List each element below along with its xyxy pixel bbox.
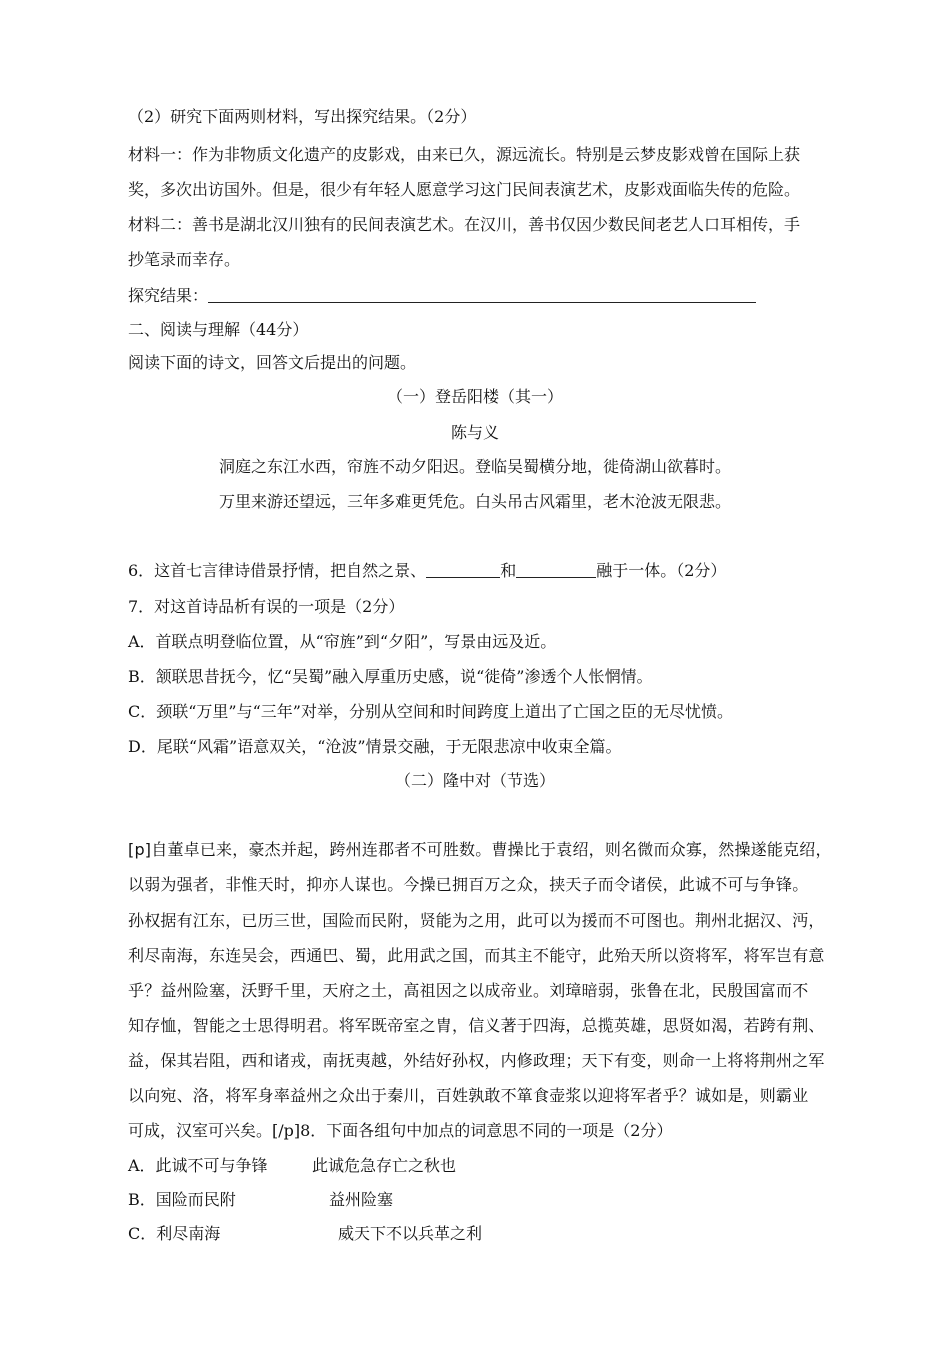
section2-heading: 二、阅读与理解（44分）	[128, 320, 309, 339]
q6-blank-1[interactable]	[426, 561, 500, 578]
passage-line: 乎？益州险塞，沃野千里，天府之土，高祖因之以成帝业。刘璋暗弱，张鲁在北，民殷国富而不	[128, 981, 809, 1000]
poem-author: 陈与义	[450, 423, 499, 442]
q7-option-c[interactable]: C．颈联“万里”与“三年”对举，分别从空间和时间跨度上道出了亡国之臣的无尽忧愤。	[128, 702, 733, 721]
q7-option-b[interactable]: B．颔联思昔抚今，忆“吴蜀”融入厚重历史感，说“徙倚”渗透个人怅惘情。	[128, 667, 653, 686]
passage-line: 利尽南海，东连吴会，西通巴、蜀，此用武之国，而其主不能守，此殆天所以资将军，将军岂有意	[128, 946, 825, 965]
passage-title: （二）隆中对（节选）	[394, 771, 555, 790]
result-row	[128, 286, 756, 306]
material2-line2: 抄笔录而幸存。	[128, 250, 241, 269]
passage-line: 孙权据有江东，已历三世，国险而民附，贤能为之用，此可以为援而不可图也。荆州北据汉、沔，	[128, 911, 825, 930]
material2-line1: 材料二：善书是湖北汉川独有的民间表演艺术。在汉川，善书仅因少数民间老艺人口耳相传，手	[128, 215, 801, 234]
poem-line-1: 洞庭之东江水西，帘旌不动夕阳迟。登临吴蜀横分地，徙倚湖山欲暮时。	[218, 457, 731, 476]
q8-option-b[interactable]: B．国险而民附	[128, 1190, 236, 1209]
q6-text-1: 6．这首七言律诗借景抒情，把自然之景、	[128, 561, 427, 580]
material1-line1: 材料一：作为非物质文化遗产的皮影戏，由来已久，源远流长。特别是云梦皮影戏曾在国际上获	[128, 145, 801, 164]
q8-option-a-pair: 此诚危急存亡之秋也	[312, 1156, 457, 1175]
section2-instruction: 阅读下面的诗文，回答文后提出的问题。	[128, 353, 417, 372]
q8-option-a[interactable]: A．此诚不可与争锋	[128, 1156, 268, 1175]
q7-stem: 7．对这首诗品析有误的一项是（2分）	[128, 597, 405, 616]
passage-line: 知存恤，智能之士思得明君。将军既帝室之胄，信义著于四海，总揽英雄，思贤如渴，若跨有荆、	[128, 1016, 825, 1035]
passage-line: 以弱为强者，非惟天时，抑亦人谋也。今操已拥百万之众，挟天子而令诸侯，此诚不可与争锋。	[128, 875, 809, 894]
result-answer-blank[interactable]	[208, 286, 756, 303]
poem-title: （一）登岳阳楼（其一）	[386, 387, 563, 406]
q6-text-2: 和	[500, 561, 517, 580]
passage-last-line-q8-stem: 可成，汉室可兴矣。[/p]8．下面各组句中加点的词意思不同的一项是（2分）	[128, 1121, 673, 1140]
material1-line2: 奖，多次出访国外。但是，很少有年轻人愿意学习这门民间表演艺术，皮影戏面临失传的危险。	[128, 180, 801, 199]
q8-option-c-pair: 威天下不以兵革之利	[338, 1224, 483, 1243]
q8-option-b-pair: 益州险塞	[329, 1190, 394, 1209]
poem-line-2: 万里来游还望远，三年多难更凭危。白头吊古风霜里，老木沧波无限悲。	[218, 492, 731, 511]
q7-option-d[interactable]: D．尾联“风霜”语意双关，“沧波”情景交融，于无限悲凉中收束全篇。	[128, 737, 622, 756]
q6-text-3: 融于一体。（2分）	[596, 561, 727, 580]
q8-option-c[interactable]: C．利尽南海	[128, 1224, 221, 1243]
q6-row	[128, 561, 726, 581]
result-label: 探究结果：	[128, 286, 209, 305]
q6-blank-2[interactable]	[516, 561, 596, 578]
passage-line: [p]自董卓已来，豪杰并起，跨州连郡者不可胜数。曹操比于袁绍，则名微而众寡，然操遂能克绍，	[128, 840, 832, 859]
q7-option-a[interactable]: A．首联点明登临位置，从“帘旌”到“夕阳”，写景由远及近。	[128, 632, 557, 651]
passage-line: 以向宛、洛，将军身率益州之众出于秦川，百姓孰敢不箪食壶浆以迎将军者乎？诚如是，则霸业	[128, 1086, 809, 1105]
q2-prompt: （2）研究下面两则材料，写出探究结果。（2分）	[128, 107, 477, 126]
passage-line: 益，保其岩阻，西和诸戎，南抚夷越，外结好孙权，内修政理；天下有变，则命一上将将荆州之军	[128, 1051, 825, 1070]
